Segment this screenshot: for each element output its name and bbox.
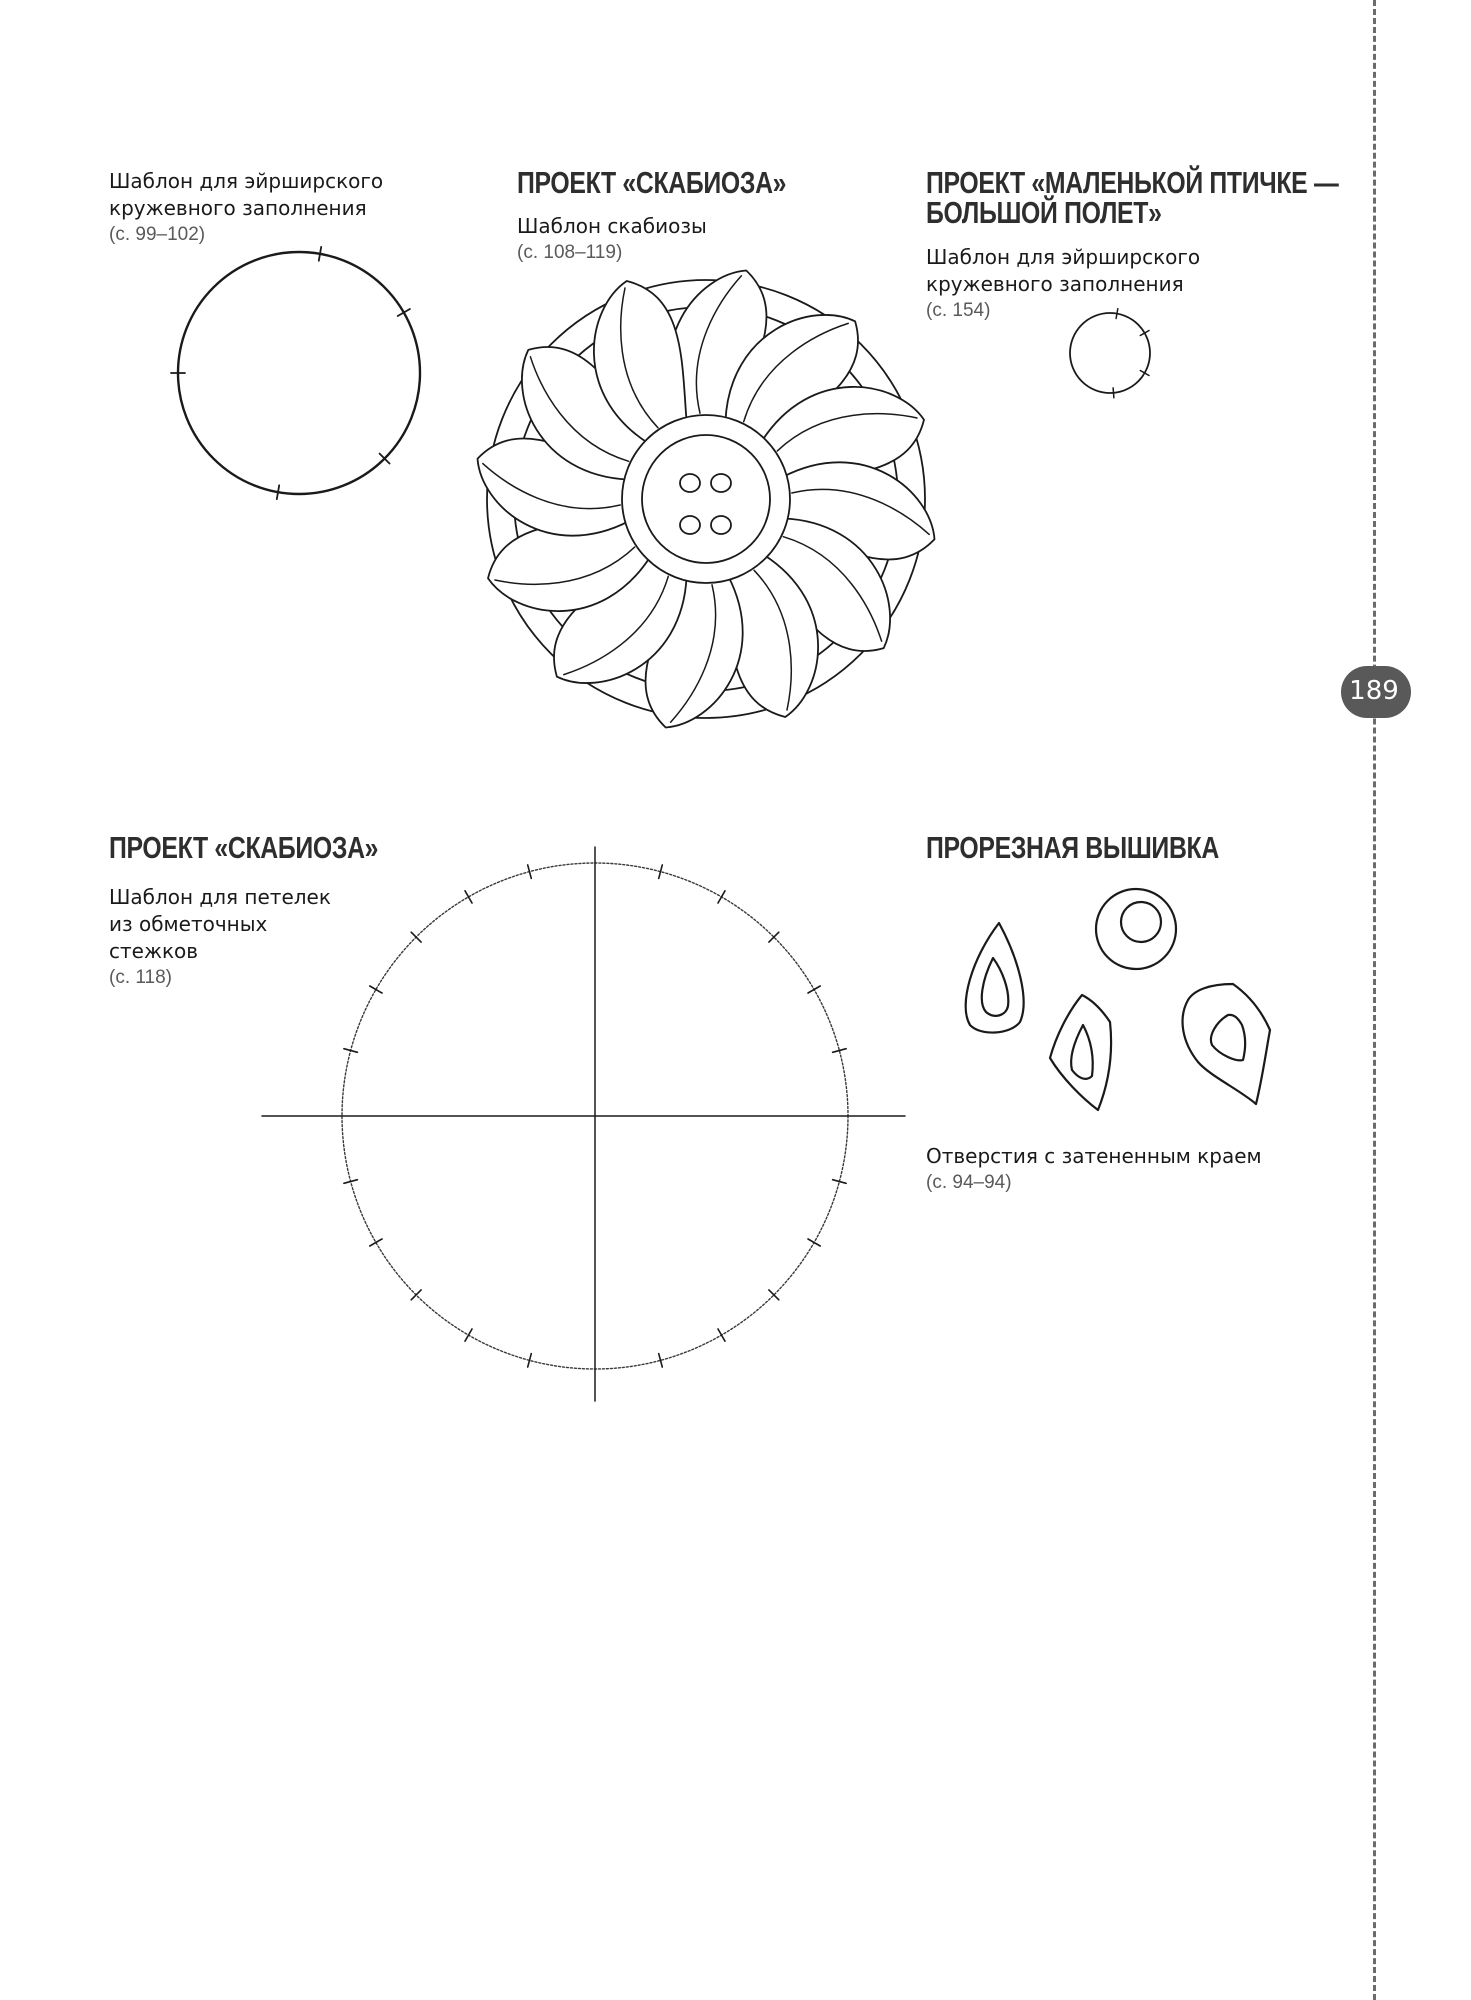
circle-tick <box>718 1329 725 1341</box>
cutwork-caption: Отверстия с затененным краем <box>926 1144 1262 1168</box>
scabiosa-pages: (с. 108–119) <box>517 242 623 263</box>
scabiosa-caption: Шаблон скабиозы <box>517 214 707 238</box>
cutwork-ring-shape <box>1096 889 1176 969</box>
little-bird-circle-template <box>1070 309 1150 398</box>
ayrshire-caption-line-2: кружевного заполнения <box>109 196 367 220</box>
page-margin-dashed-line <box>1373 0 1377 2000</box>
circle-tick <box>465 891 472 903</box>
scabiosa-loops-heading: ПРОЕКТ «СКАБИОЗА» <box>109 830 379 865</box>
circle-tick <box>277 485 279 499</box>
circle-tick <box>808 986 820 993</box>
ayrshire-circle-template <box>171 247 420 499</box>
little-bird-ticks <box>1113 309 1149 398</box>
scabiosa-loops-pages: (с. 118) <box>109 967 173 988</box>
cutwork-diamond-hole <box>1071 1025 1093 1079</box>
scabiosa-heading: ПРОЕКТ «СКАБИОЗА» <box>517 165 787 200</box>
ayrshire-ticks <box>171 247 410 499</box>
cutwork-heading: ПРОРЕЗНАЯ ВЫШИВКА <box>926 830 1219 865</box>
circle-tick <box>1113 388 1114 398</box>
little-bird-caption-line-2: кружевного заполнения <box>926 272 1184 296</box>
circle-tick <box>1116 309 1118 319</box>
cutwork-leaf-outer <box>1183 984 1270 1104</box>
circle-tick <box>370 986 382 993</box>
cutwork-shapes <box>966 889 1270 1110</box>
cutwork-leaf-shape <box>1183 984 1270 1104</box>
scabiosa-loops-caption-line-1: Шаблон для петелек <box>109 885 331 909</box>
cutwork-diamond-outer <box>1050 995 1111 1110</box>
circle-tick <box>718 891 725 903</box>
little-bird-circle <box>1070 313 1150 393</box>
little-bird-caption-line-1: Шаблон для эйрширского <box>926 245 1201 269</box>
circle-tick <box>370 1239 382 1246</box>
circle-tick <box>319 247 321 261</box>
ayrshire-pages: (с. 99–102) <box>109 224 206 245</box>
page-number: 189 <box>1349 676 1399 706</box>
scabiosa-loops-circle-template <box>262 847 905 1401</box>
circle-tick <box>808 1239 820 1246</box>
cutwork-ring-hole <box>1121 902 1161 942</box>
circle-tick <box>465 1329 472 1341</box>
little-bird-heading-line-2: БОЛЬШОЙ ПОЛЕТ» <box>926 195 1162 230</box>
cutwork-drop-hole <box>982 958 1009 1016</box>
little-bird-heading-line-1: ПРОЕКТ «МАЛЕНЬКОЙ ПТИЧКЕ — <box>926 165 1339 200</box>
cutwork-diamond-shape <box>1050 995 1111 1110</box>
cutwork-ring-outer <box>1096 889 1176 969</box>
scabiosa-loops-caption-line-3: стежков <box>109 939 199 963</box>
ayrshire-caption-line-1: Шаблон для эйрширского <box>109 169 384 193</box>
flower-button <box>642 435 770 563</box>
little-bird-pages: (с. 154) <box>926 300 991 321</box>
cutwork-leaf-hole <box>1211 1015 1245 1060</box>
scabiosa-loops-caption-line-2: из обметочных <box>109 912 268 936</box>
cutwork-drop-shape <box>966 923 1024 1033</box>
cutwork-pages: (с. 94–94) <box>926 1172 1012 1193</box>
scabiosa-flower-template <box>478 271 935 728</box>
